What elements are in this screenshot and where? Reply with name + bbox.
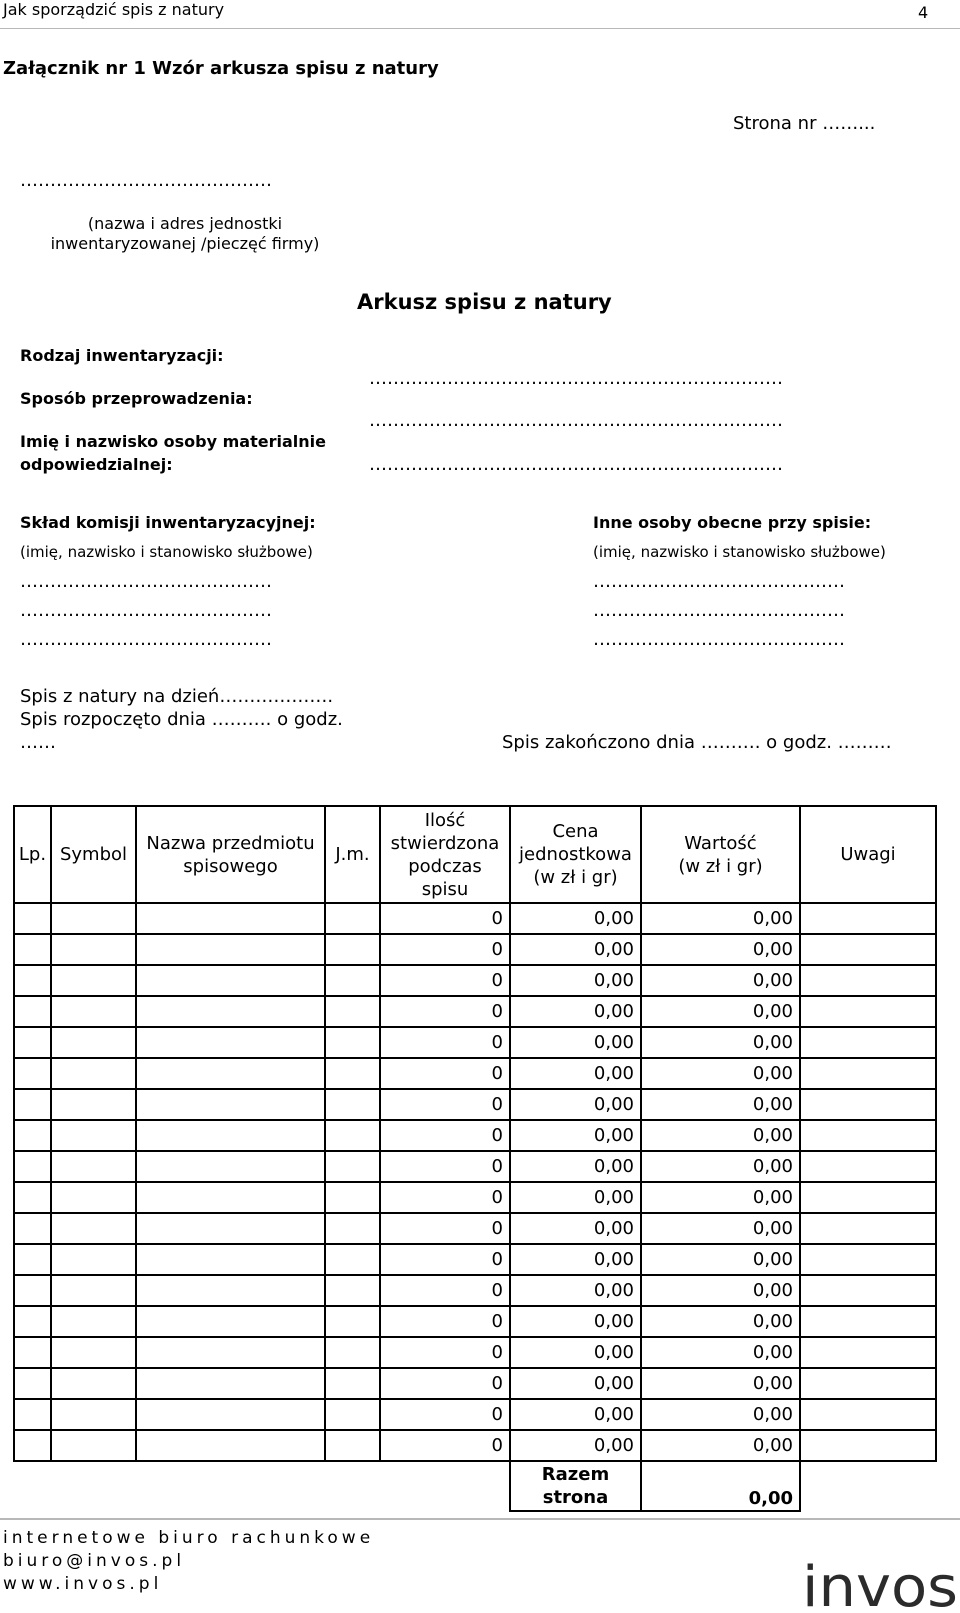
cell-jm <box>325 1306 380 1337</box>
header-divider <box>0 28 960 29</box>
cell-uwagi <box>800 1120 936 1151</box>
total-row <box>14 1461 936 1511</box>
cell-nazwa <box>136 1027 325 1058</box>
cell-cena: 0,00 <box>510 1120 641 1151</box>
footer-line1: internetowe biuro rachunkowe <box>3 1528 375 1548</box>
cell-jm <box>325 1275 380 1306</box>
cell-ilosc: 0 <box>380 1244 510 1275</box>
cell-cena: 0,00 <box>510 1089 641 1120</box>
cell-lp <box>14 934 51 965</box>
header-uwagi: Uwagi <box>800 806 936 903</box>
page-number: 4 <box>918 3 929 22</box>
table-row <box>14 1120 936 1151</box>
cell-wartosc: 0,00 <box>641 934 800 965</box>
table-row <box>14 1182 936 1213</box>
cell-ilosc: 0 <box>380 1337 510 1368</box>
cell-nazwa <box>136 934 325 965</box>
cell-wartosc: 0,00 <box>641 1368 800 1399</box>
cell-nazwa <box>136 1182 325 1213</box>
cell-lp <box>14 1399 51 1430</box>
header-nazwa <box>136 806 325 903</box>
cell-symbol <box>51 1213 136 1244</box>
cell-nazwa <box>136 1151 325 1182</box>
cell-nazwa <box>136 1430 325 1461</box>
cell-wartosc: 0,00 <box>641 1244 800 1275</box>
header-cena-line3: (w zł i gr) <box>533 867 618 888</box>
others-dots-2: …………………………………… <box>593 600 845 621</box>
cell-jm <box>325 1027 380 1058</box>
cell-uwagi <box>800 1368 936 1399</box>
cell-ilosc: 0 <box>380 1430 510 1461</box>
cell-symbol <box>51 934 136 965</box>
cell-jm <box>325 965 380 996</box>
cell-lp <box>14 1306 51 1337</box>
cell-uwagi <box>800 1089 936 1120</box>
cell-lp <box>14 1089 51 1120</box>
cell-symbol <box>51 903 136 934</box>
cell-jm <box>325 1368 380 1399</box>
cell-lp <box>14 996 51 1027</box>
cell-wartosc: 0,00 <box>641 1089 800 1120</box>
cell-jm <box>325 1399 380 1430</box>
cell-cena: 0,00 <box>510 1027 641 1058</box>
cell-jm <box>325 1182 380 1213</box>
header-ilosc-line4: spisu <box>421 878 469 900</box>
cell-uwagi <box>800 1213 936 1244</box>
cell-nazwa <box>136 1244 325 1275</box>
footer-website: www.invos.pl <box>3 1574 163 1594</box>
cell-symbol <box>51 965 136 996</box>
cell-lp <box>14 1244 51 1275</box>
cell-symbol <box>51 1058 136 1089</box>
cell-nazwa <box>136 1058 325 1089</box>
table-row <box>14 965 936 996</box>
cell-cena: 0,00 <box>510 1399 641 1430</box>
cell-cena: 0,00 <box>510 1151 641 1182</box>
cell-symbol <box>51 1244 136 1275</box>
cell-cena: 0,00 <box>510 1058 641 1089</box>
table-row <box>14 1306 936 1337</box>
field-dots-rodzaj: …………………………………………………………… <box>369 368 783 389</box>
cell-jm <box>325 1120 380 1151</box>
table-row <box>14 1089 936 1120</box>
header-cena <box>510 806 641 903</box>
cell-symbol <box>51 1027 136 1058</box>
commission-dots-2: …………………………………… <box>20 600 272 621</box>
header-ilosc-line2: stwierdzona <box>390 832 500 854</box>
field-label-osoba-line1: Imię i nazwisko osoby materialnie <box>20 432 326 451</box>
cell-uwagi <box>800 1151 936 1182</box>
cell-uwagi <box>800 1244 936 1275</box>
cell-ilosc: 0 <box>380 1027 510 1058</box>
header-symbol: Symbol <box>51 806 136 903</box>
cell-ilosc: 0 <box>380 1306 510 1337</box>
table-header-row <box>14 806 936 903</box>
commission-dots-1: …………………………………… <box>20 571 272 592</box>
cell-nazwa <box>136 903 325 934</box>
cell-wartosc: 0,00 <box>641 1120 800 1151</box>
cell-nazwa <box>136 1120 325 1151</box>
total-spacer-right <box>800 1461 936 1511</box>
cell-wartosc: 0,00 <box>641 965 800 996</box>
table-row <box>14 1430 936 1461</box>
cell-cena: 0,00 <box>510 1337 641 1368</box>
spis-na-dzien: Spis z natury na dzień………………. <box>20 686 334 707</box>
cell-lp <box>14 1337 51 1368</box>
cell-ilosc: 0 <box>380 996 510 1027</box>
table-row <box>14 1368 936 1399</box>
cell-ilosc: 0 <box>380 1120 510 1151</box>
header-ilosc-line3: podczas <box>408 855 482 877</box>
cell-cena: 0,00 <box>510 1430 641 1461</box>
header-jm: J.m. <box>325 806 380 903</box>
cell-symbol <box>51 1337 136 1368</box>
cell-nazwa <box>136 1306 325 1337</box>
cell-ilosc: 0 <box>380 1089 510 1120</box>
cell-ilosc: 0 <box>380 1275 510 1306</box>
cell-cena: 0,00 <box>510 1182 641 1213</box>
svg-text:invos: invos <box>802 1555 958 1612</box>
cell-symbol <box>51 1368 136 1399</box>
cell-uwagi <box>800 1182 936 1213</box>
cell-cena: 0,00 <box>510 996 641 1027</box>
cell-wartosc: 0,00 <box>641 1151 800 1182</box>
cell-wartosc: 0,00 <box>641 1306 800 1337</box>
cell-cena: 0,00 <box>510 1275 641 1306</box>
cell-wartosc: 0,00 <box>641 1337 800 1368</box>
cell-nazwa <box>136 965 325 996</box>
spis-zakonczono: Spis zakończono dnia ………. o godz. ……… <box>502 732 892 753</box>
total-label-line2: strona <box>542 1487 609 1508</box>
cell-symbol <box>51 996 136 1027</box>
cell-ilosc: 0 <box>380 1368 510 1399</box>
inventory-table <box>13 805 937 1512</box>
cell-lp <box>14 1182 51 1213</box>
cell-lp <box>14 1430 51 1461</box>
cell-jm <box>325 903 380 934</box>
cell-ilosc: 0 <box>380 1213 510 1244</box>
field-dots-osoba: …………………………………………………………… <box>369 454 783 475</box>
cell-symbol <box>51 1430 136 1461</box>
cell-jm <box>325 1058 380 1089</box>
cell-symbol <box>51 1089 136 1120</box>
cell-uwagi <box>800 1430 936 1461</box>
cell-uwagi <box>800 1275 936 1306</box>
spis-rozpoczeto-cont: …… <box>20 732 56 753</box>
cell-cena: 0,00 <box>510 965 641 996</box>
cell-ilosc: 0 <box>380 965 510 996</box>
cell-nazwa <box>136 1399 325 1430</box>
cell-nazwa <box>136 1368 325 1399</box>
cell-jm <box>325 1244 380 1275</box>
attachment-heading: Załącznik nr 1 Wzór arkusza spisu z natury <box>3 58 439 79</box>
commission-title: Skład komisji inwentaryzacyjnej: <box>20 513 316 532</box>
total-spacer <box>14 1461 510 1511</box>
table-row <box>14 996 936 1027</box>
cell-lp <box>14 1151 51 1182</box>
spis-rozpoczeto: Spis rozpoczęto dnia ………. o godz. <box>20 709 343 730</box>
commission-subtitle: (imię, nazwisko i stanowisko służbowe) <box>20 543 313 561</box>
cell-lp <box>14 1027 51 1058</box>
cell-symbol <box>51 1182 136 1213</box>
cell-uwagi <box>800 934 936 965</box>
header-wartosc-line1: Wartość <box>684 832 757 854</box>
others-title: Inne osoby obecne przy spisie: <box>593 513 872 532</box>
cell-nazwa <box>136 1089 325 1120</box>
header-nazwa-line2: spisowego <box>183 855 278 877</box>
field-label-rodzaj: Rodzaj inwentaryzacji: <box>20 346 224 365</box>
cell-uwagi <box>800 965 936 996</box>
field-dots-sposob: …………………………………………………………… <box>369 410 783 431</box>
total-label <box>510 1461 641 1511</box>
cell-nazwa <box>136 1275 325 1306</box>
unit-dots: …………………………………… <box>20 170 272 191</box>
cell-jm <box>325 1089 380 1120</box>
header-nazwa-line1: Nazwa przedmiotu <box>146 832 315 854</box>
cell-uwagi <box>800 1027 936 1058</box>
total-label-line1: Razem <box>541 1464 610 1485</box>
invos-logo <box>802 1550 960 1612</box>
cell-symbol <box>51 1306 136 1337</box>
cell-symbol <box>51 1275 136 1306</box>
cell-wartosc: 0,00 <box>641 903 800 934</box>
footer-divider <box>0 1518 960 1520</box>
cell-nazwa <box>136 996 325 1027</box>
cell-cena: 0,00 <box>510 903 641 934</box>
cell-uwagi <box>800 903 936 934</box>
table-row <box>14 903 936 934</box>
unit-caption-line1: (nazwa i adres jednostki <box>87 214 283 233</box>
header-ilosc <box>380 806 510 903</box>
table-row <box>14 1399 936 1430</box>
header-cena-line1: Cena <box>552 821 599 842</box>
field-label-sposob: Sposób przeprowadzenia: <box>20 389 253 408</box>
table-row <box>14 1027 936 1058</box>
cell-uwagi <box>800 1337 936 1368</box>
others-dots-1: …………………………………… <box>593 571 845 592</box>
cell-ilosc: 0 <box>380 1058 510 1089</box>
cell-nazwa <box>136 1337 325 1368</box>
cell-cena: 0,00 <box>510 1306 641 1337</box>
header-wartosc-line2: (w zł i gr) <box>678 855 763 877</box>
others-dots-3: …………………………………… <box>593 629 845 650</box>
footer-email: biuro@invos.pl <box>3 1551 186 1571</box>
cell-wartosc: 0,00 <box>641 1399 800 1430</box>
table-row <box>14 1275 936 1306</box>
cell-jm <box>325 1430 380 1461</box>
cell-lp <box>14 1058 51 1089</box>
table-row <box>14 1337 936 1368</box>
cell-ilosc: 0 <box>380 1151 510 1182</box>
cell-lp <box>14 965 51 996</box>
header-cena-line2: jednostkowa <box>519 844 632 865</box>
cell-cena: 0,00 <box>510 1244 641 1275</box>
cell-jm <box>325 996 380 1027</box>
cell-ilosc: 0 <box>380 1182 510 1213</box>
cell-wartosc: 0,00 <box>641 1058 800 1089</box>
cell-symbol <box>51 1120 136 1151</box>
others-subtitle: (imię, nazwisko i stanowisko służbowe) <box>593 543 886 561</box>
cell-uwagi <box>800 1058 936 1089</box>
cell-lp <box>14 1213 51 1244</box>
field-label-osoba-line2: odpowiedzialnej: <box>20 455 173 474</box>
table-row <box>14 1151 936 1182</box>
header-ilosc-line1: Ilość <box>424 809 466 831</box>
cell-symbol <box>51 1151 136 1182</box>
cell-ilosc: 0 <box>380 934 510 965</box>
cell-ilosc: 0 <box>380 903 510 934</box>
total-value: 0,00 <box>641 1461 800 1511</box>
table-row <box>14 1058 936 1089</box>
cell-lp <box>14 1368 51 1399</box>
cell-jm <box>325 1151 380 1182</box>
table-row <box>14 934 936 965</box>
cell-jm <box>325 934 380 965</box>
cell-cena: 0,00 <box>510 1213 641 1244</box>
cell-wartosc: 0,00 <box>641 996 800 1027</box>
cell-cena: 0,00 <box>510 1368 641 1399</box>
page-number-field: Strona nr ……... <box>733 113 876 134</box>
cell-jm <box>325 1213 380 1244</box>
cell-cena: 0,00 <box>510 934 641 965</box>
cell-lp <box>14 1275 51 1306</box>
cell-wartosc: 0,00 <box>641 1027 800 1058</box>
table-row <box>14 1213 936 1244</box>
cell-wartosc: 0,00 <box>641 1430 800 1461</box>
header-lp: Lp. <box>14 806 51 903</box>
header-wartosc <box>641 806 800 903</box>
cell-uwagi <box>800 1399 936 1430</box>
cell-ilosc: 0 <box>380 1399 510 1430</box>
cell-uwagi <box>800 996 936 1027</box>
cell-nazwa <box>136 1213 325 1244</box>
commission-dots-3: …………………………………… <box>20 629 272 650</box>
cell-jm <box>325 1337 380 1368</box>
sheet-title: Arkusz spisu z natury <box>357 290 612 314</box>
cell-lp <box>14 1120 51 1151</box>
document-header-title: Jak sporządzić spis z natury <box>3 0 225 19</box>
cell-uwagi <box>800 1306 936 1337</box>
cell-wartosc: 0,00 <box>641 1213 800 1244</box>
cell-lp <box>14 903 51 934</box>
cell-wartosc: 0,00 <box>641 1275 800 1306</box>
unit-caption-line2: inwentaryzowanej /pieczęć firmy) <box>50 234 320 253</box>
cell-wartosc: 0,00 <box>641 1182 800 1213</box>
table-row <box>14 1244 936 1275</box>
cell-symbol <box>51 1399 136 1430</box>
